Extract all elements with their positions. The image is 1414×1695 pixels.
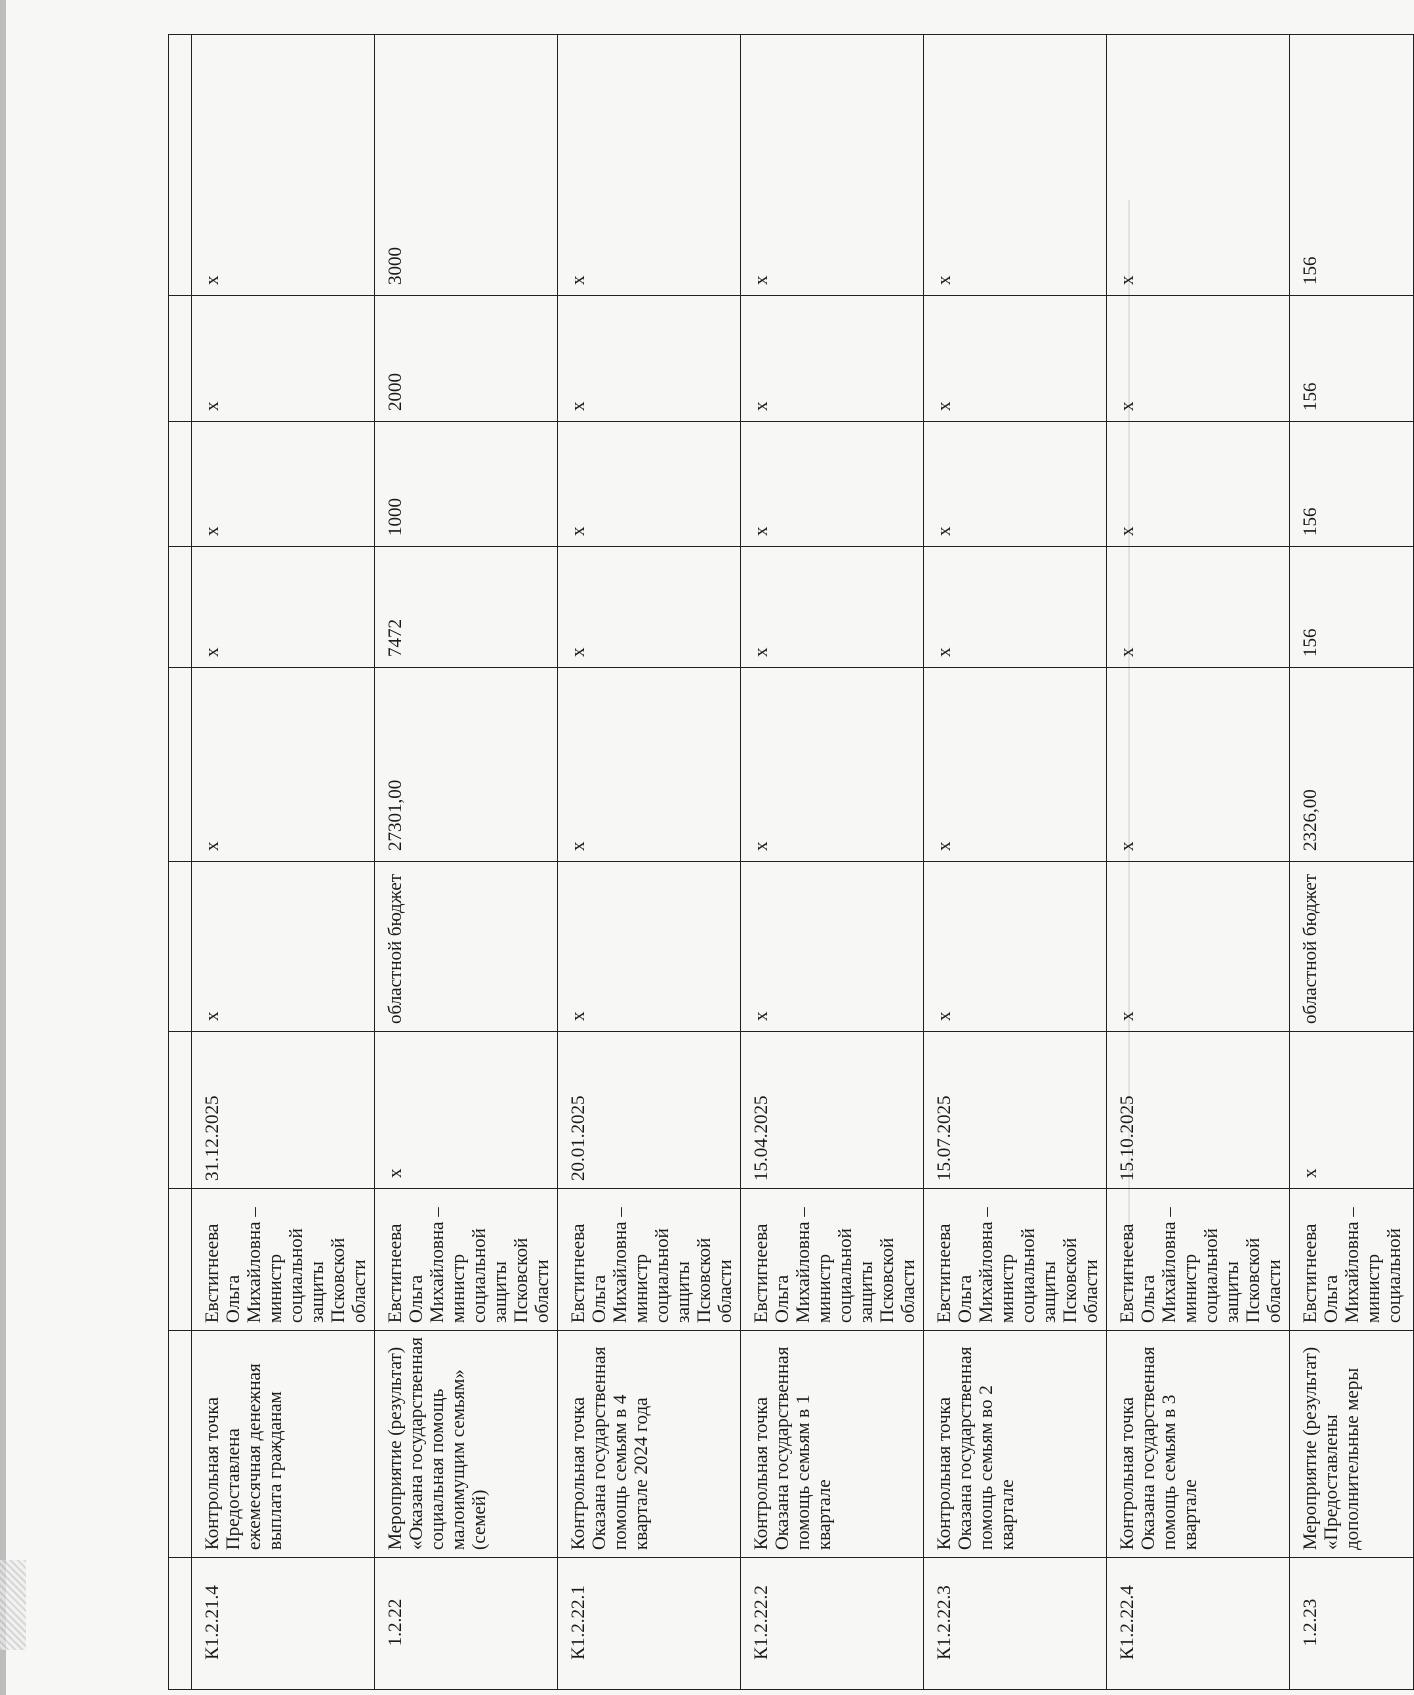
row-code: К1.2.21.4	[192, 1558, 375, 1690]
row-name: Контрольная точка Оказана государственная помощь семьям в 4 квартале 2024 года	[558, 1331, 741, 1558]
row-code: К1.2.22.2	[741, 1558, 924, 1690]
table-row	[924, 35, 1107, 1690]
row-code: К1.2.22.4	[1107, 1558, 1290, 1690]
row-v1: x	[924, 547, 1107, 668]
row-amount: x	[558, 668, 741, 862]
row-amount: x	[192, 668, 375, 862]
row-amount: x	[1107, 668, 1290, 862]
row-date: 15.10.2025	[1107, 1032, 1290, 1189]
row-name: Контрольная точка Оказана государственная помощь семьям в 3 квартале	[1107, 1331, 1290, 1558]
row-v3: x	[1107, 296, 1290, 422]
table-row	[1290, 35, 1414, 1690]
row-v2: x	[192, 422, 375, 547]
row-v1: x	[1107, 547, 1290, 668]
row-source: областной бюджет	[1290, 862, 1414, 1032]
row-v3: x	[192, 296, 375, 422]
row-v1: x	[741, 547, 924, 668]
row-date: 15.07.2025	[924, 1032, 1107, 1189]
scan-left-edge	[0, 0, 6, 1695]
row-v3: 2000	[375, 296, 558, 422]
row-responsible: Евстигнеева Ольга Михайловна – министр социальной защиты Псковской области	[924, 1189, 1107, 1331]
row-date: 20.01.2025	[558, 1032, 741, 1189]
row-amount: x	[741, 668, 924, 862]
row-name: Мероприятие (результат) «Оказана государственная социальная помощь малоимущим семьям» (семей)	[375, 1331, 558, 1558]
row-v1: 7472	[375, 547, 558, 668]
row-date: x	[375, 1032, 558, 1189]
row-responsible: Евстигнеева Ольга Михайловна – министр социальной защиты Псковской области	[375, 1189, 558, 1331]
row-responsible: Евстигнеева Ольга Михайловна – министр социальной защиты Псковской области	[192, 1189, 375, 1331]
row-code: К1.2.22.3	[924, 1558, 1107, 1690]
row-v3: x	[741, 296, 924, 422]
row-amount: x	[924, 668, 1107, 862]
row-v2: 156	[1290, 422, 1414, 547]
row-v4: 156	[1290, 35, 1414, 296]
row-v1: x	[558, 547, 741, 668]
row-name: Мероприятие (результат) «Предоставлены дополнительные меры	[1290, 1331, 1414, 1558]
row-v2: x	[558, 422, 741, 547]
table-row	[192, 35, 375, 1690]
row-v4: x	[1107, 35, 1290, 296]
scan-noise	[0, 1560, 26, 1650]
row-source: областной бюджет	[375, 862, 558, 1032]
row-v1: 156	[1290, 547, 1414, 668]
row-date: 15.04.2025	[741, 1032, 924, 1189]
row-code: К1.2.22.1	[558, 1558, 741, 1690]
row-v1: x	[192, 547, 375, 668]
table-row	[558, 35, 741, 1690]
row-code: 1.2.22	[375, 1558, 558, 1690]
row-date: x	[1290, 1032, 1414, 1189]
row-source: x	[192, 862, 375, 1032]
row-source: x	[558, 862, 741, 1032]
row-source: x	[741, 862, 924, 1032]
row-v4: x	[558, 35, 741, 296]
row-code: 1.2.23	[1290, 1558, 1414, 1690]
row-name: Контрольная точка Оказана государственная помощь семьям во 2 квартале	[924, 1331, 1107, 1558]
table-header-strip	[169, 35, 192, 1690]
row-v4: x	[741, 35, 924, 296]
row-v4: x	[192, 35, 375, 296]
row-amount: 2326,00	[1290, 668, 1414, 862]
row-v4: x	[924, 35, 1107, 296]
row-v2: 1000	[375, 422, 558, 547]
row-v3: x	[558, 296, 741, 422]
row-v2: x	[924, 422, 1107, 547]
row-v4: 3000	[375, 35, 558, 296]
row-amount: 27301,00	[375, 668, 558, 862]
rotated-table-container	[168, 35, 1405, 1690]
row-responsible: Евстигнеева Ольга Михайловна – министр социальной защиты Псковской области	[558, 1189, 741, 1331]
row-v2: x	[1107, 422, 1290, 547]
row-responsible: Евстигнеева Ольга Михайловна – министр социальной защиты Псковской области	[741, 1189, 924, 1331]
row-date: 31.12.2025	[192, 1032, 375, 1189]
plan-table	[168, 34, 1414, 1690]
table-row	[741, 35, 924, 1690]
row-responsible: Евстигнеева Ольга Михайловна – министр социальной защиты Псковской области	[1107, 1189, 1290, 1331]
row-v2: x	[741, 422, 924, 547]
row-source: x	[924, 862, 1107, 1032]
row-responsible: Евстигнеева Ольга Михайловна – министр социальной	[1290, 1189, 1414, 1331]
table-row	[375, 35, 558, 1690]
table-row	[1107, 35, 1290, 1690]
row-v3: 156	[1290, 296, 1414, 422]
row-name: Контрольная точка Оказана государственная помощь семьям в 1 квартале	[741, 1331, 924, 1558]
row-v3: x	[924, 296, 1107, 422]
row-source: x	[1107, 862, 1290, 1032]
row-name: Контрольная точка Предоставлена ежемесячная денежная выплата гражданам	[192, 1331, 375, 1558]
